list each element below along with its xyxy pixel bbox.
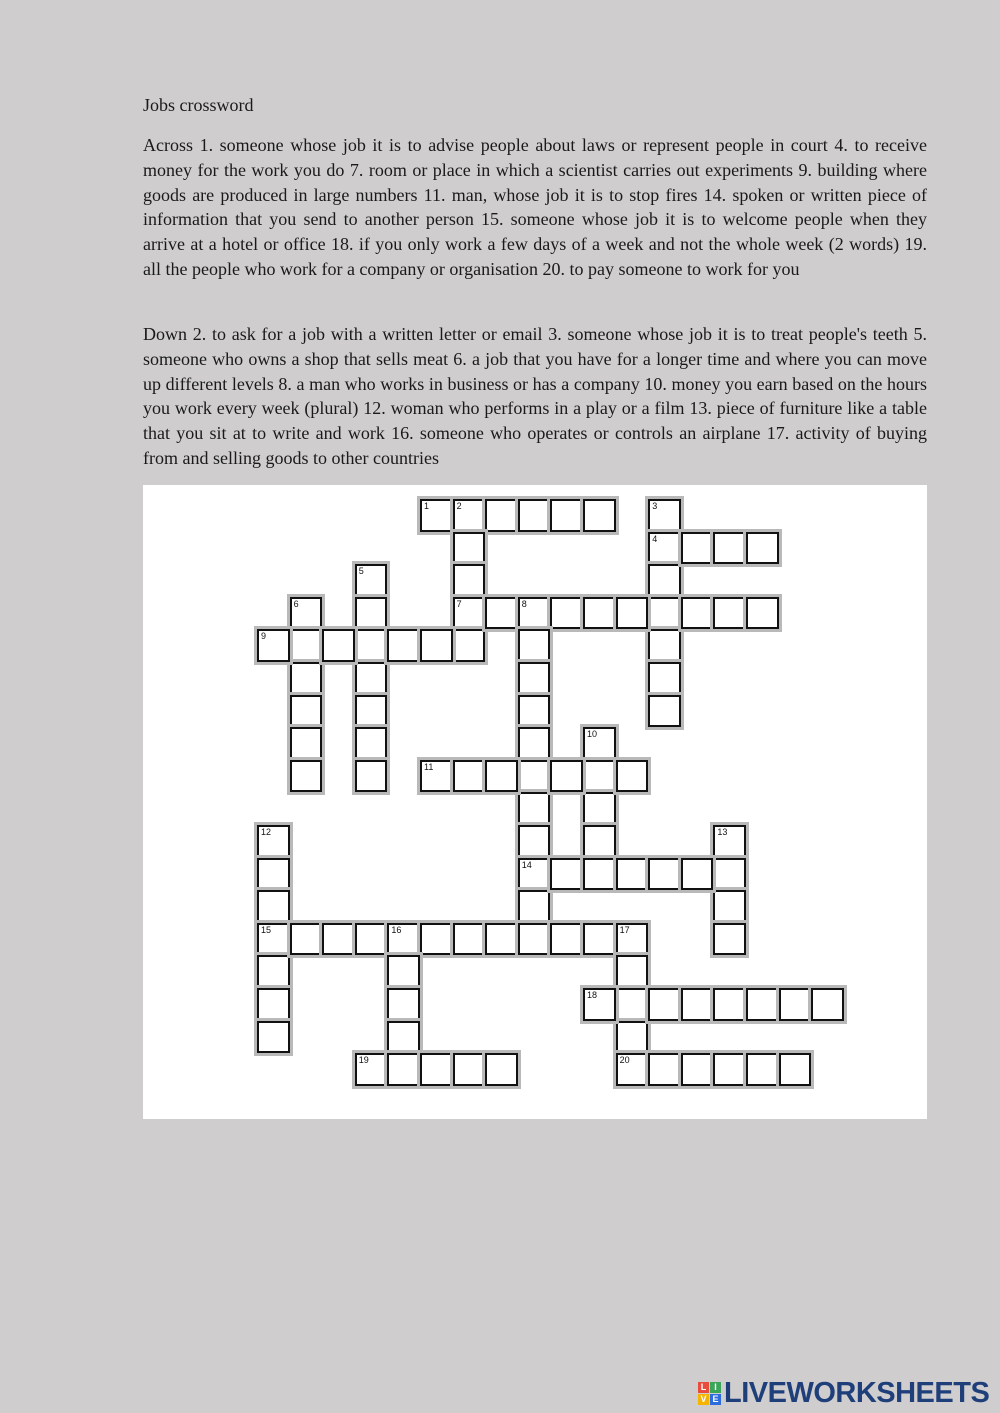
- clue-number: 18: [587, 990, 598, 1000]
- crossword-cell[interactable]: [518, 858, 551, 891]
- crossword-cell[interactable]: [355, 727, 388, 760]
- crossword-cell[interactable]: [746, 1053, 779, 1086]
- crossword-cell[interactable]: [583, 499, 616, 532]
- crossword-cell[interactable]: [616, 597, 649, 630]
- crossword-cell[interactable]: [550, 760, 583, 793]
- crossword-cell[interactable]: [453, 760, 486, 793]
- crossword-cell[interactable]: [713, 923, 746, 956]
- crossword-cell[interactable]: [290, 760, 323, 793]
- crossword-cell[interactable]: [746, 988, 779, 1021]
- crossword-cell[interactable]: [518, 695, 551, 728]
- crossword-cell[interactable]: [322, 629, 355, 662]
- crossword-cell[interactable]: [713, 825, 746, 858]
- clue-number: 12: [261, 827, 272, 837]
- crossword-cell[interactable]: [648, 564, 681, 597]
- crossword-cell[interactable]: [648, 597, 681, 630]
- crossword-cell[interactable]: [453, 629, 486, 662]
- crossword-cell[interactable]: [257, 825, 290, 858]
- crossword-cell[interactable]: [290, 695, 323, 728]
- crossword-cell[interactable]: [355, 923, 388, 956]
- crossword-cell[interactable]: [648, 695, 681, 728]
- crossword-cell[interactable]: [779, 1053, 812, 1086]
- clue-number: 5: [358, 566, 364, 577]
- crossword-cell[interactable]: [453, 1053, 486, 1086]
- crossword-cell[interactable]: [420, 629, 453, 662]
- crossword-cell[interactable]: [550, 499, 583, 532]
- crossword-cell[interactable]: [485, 760, 518, 793]
- crossword-cell[interactable]: [583, 727, 616, 760]
- crossword-cell[interactable]: [648, 988, 681, 1021]
- crossword-cell[interactable]: [550, 858, 583, 891]
- crossword-cell[interactable]: [257, 955, 290, 988]
- crossword-cell[interactable]: [518, 597, 551, 630]
- crossword-cell[interactable]: [583, 760, 616, 793]
- crossword-cell[interactable]: [583, 923, 616, 956]
- crossword-cell[interactable]: [453, 923, 486, 956]
- crossword-cell[interactable]: [681, 532, 714, 565]
- crossword-cell[interactable]: [648, 1053, 681, 1086]
- crossword-cell[interactable]: [518, 890, 551, 923]
- crossword-cell[interactable]: [583, 597, 616, 630]
- crossword-cell[interactable]: [648, 629, 681, 662]
- crossword-cell[interactable]: [485, 597, 518, 630]
- clue-number: 8: [521, 598, 527, 609]
- crossword-cell[interactable]: [387, 1021, 420, 1054]
- crossword-cell[interactable]: [420, 923, 453, 956]
- crossword-cell[interactable]: [681, 988, 714, 1021]
- crossword-cell[interactable]: [583, 988, 616, 1021]
- crossword-cell[interactable]: [355, 760, 388, 793]
- crossword-cell[interactable]: [518, 923, 551, 956]
- crossword-cell[interactable]: [746, 532, 779, 565]
- crossword-cell[interactable]: [648, 662, 681, 695]
- crossword-cell[interactable]: [746, 597, 779, 630]
- crossword-cell[interactable]: [290, 727, 323, 760]
- logo-icon-letter: V: [698, 1394, 709, 1405]
- crossword-cell[interactable]: [518, 760, 551, 793]
- crossword-cell[interactable]: [453, 597, 486, 630]
- clue-number: 4: [652, 533, 658, 544]
- crossword-cell[interactable]: [485, 499, 518, 532]
- crossword-cell[interactable]: [485, 923, 518, 956]
- clue-number: 13: [717, 827, 728, 837]
- crossword-cell[interactable]: [713, 532, 746, 565]
- crossword-cell[interactable]: [257, 1021, 290, 1054]
- crossword-cell[interactable]: [355, 695, 388, 728]
- clue-number: 19: [358, 1055, 369, 1066]
- crossword-cell[interactable]: [713, 890, 746, 923]
- clue-number: 6: [293, 598, 299, 609]
- crossword-cell[interactable]: [257, 923, 290, 956]
- crossword-cell[interactable]: [550, 597, 583, 630]
- crossword-cell[interactable]: [420, 760, 453, 793]
- crossword-cell[interactable]: [713, 597, 746, 630]
- crossword-cell[interactable]: [811, 988, 844, 1021]
- crossword-cell[interactable]: [387, 988, 420, 1021]
- crossword-cell[interactable]: [290, 923, 323, 956]
- clue-number: 14: [521, 859, 532, 870]
- crossword-cell[interactable]: [616, 858, 649, 891]
- clue-number: 20: [619, 1055, 630, 1066]
- crossword-cell[interactable]: [648, 532, 681, 565]
- crossword-cell[interactable]: [355, 629, 388, 662]
- crossword-cell[interactable]: [453, 564, 486, 597]
- crossword-cell[interactable]: [485, 1053, 518, 1086]
- crossword-cell[interactable]: [387, 1053, 420, 1086]
- crossword-cell[interactable]: [779, 988, 812, 1021]
- crossword-cell[interactable]: [355, 597, 388, 630]
- crossword-cell[interactable]: [387, 923, 420, 956]
- crossword-cell[interactable]: [257, 890, 290, 923]
- logo-icon: [698, 1382, 721, 1405]
- crossword-cell[interactable]: [355, 564, 388, 597]
- crossword-cell[interactable]: [257, 988, 290, 1021]
- crossword-cell[interactable]: [583, 792, 616, 825]
- crossword-cell[interactable]: [616, 923, 649, 956]
- crossword-cell[interactable]: [518, 792, 551, 825]
- worksheet-title: Jobs crossword: [143, 95, 254, 115]
- crossword-cell[interactable]: [681, 858, 714, 891]
- crossword-cell[interactable]: [355, 662, 388, 695]
- liveworksheets-logo: [698, 1375, 989, 1411]
- crossword-cell[interactable]: [420, 499, 453, 532]
- across-clues: Across 1. someone whose job it is to advise people about laws or represent people in court 4. to receive money for the work you do 7. room or place in which a scientist carries out experiments 9. building where goods are produced in large numbers 11. man, whose job it is to stop fires 14. spoken or written piece of information that you send to another person 15. someone whose job it is to welcome people when they arrive at a hotel or office 18. if you only work a few days of a week and not the whole week (2 words) 19. all the people who work for a company or organisation 20. to pay someone to work for you: [143, 135, 927, 279]
- crossword-cell[interactable]: [550, 923, 583, 956]
- logo-icon-letter: E: [710, 1394, 721, 1405]
- crossword-cell[interactable]: [257, 858, 290, 891]
- crossword-cell[interactable]: [420, 1053, 453, 1086]
- down-clues: Down 2. to ask for a job with a written letter or email 3. someone whose job it is to treat people's teeth 5. someone who owns a shop that sells meat 6. a job that you have for a longer time and where you can move up different levels 8. a man who works in business or has a company 10. money you earn based on the hours you work every week (plural) 12. woman who performs in a play or a film 13. piece of furniture like a table that you sit at to write and work 16. someone who operates or controls an airplane 17. activity of buying from and selling goods to other countries: [143, 324, 927, 468]
- clue-number: 9: [261, 631, 267, 642]
- crossword-cell[interactable]: [583, 825, 616, 858]
- crossword-cell[interactable]: [518, 825, 551, 858]
- crossword-cell[interactable]: [387, 955, 420, 988]
- logo-icon-letter: L: [698, 1382, 709, 1393]
- crossword-grid: [143, 485, 927, 1119]
- clue-number: 16: [391, 924, 402, 935]
- crossword-cell[interactable]: [518, 629, 551, 662]
- crossword-cell[interactable]: [713, 988, 746, 1021]
- logo-text: LIVEWORKSHEETS: [724, 1376, 990, 1409]
- crossword-cell[interactable]: [322, 923, 355, 956]
- crossword-cell[interactable]: [616, 1021, 649, 1054]
- clue-number: 2: [456, 501, 462, 511]
- clue-number: 7: [456, 598, 462, 609]
- crossword-cell[interactable]: [648, 499, 681, 532]
- crossword-cell[interactable]: [681, 1053, 714, 1086]
- clue-number: 11: [424, 761, 434, 772]
- crossword-cell[interactable]: [713, 1053, 746, 1086]
- crossword-cell[interactable]: [290, 597, 323, 630]
- clue-number: 1: [424, 501, 430, 511]
- logo-icon-letter: I: [710, 1382, 721, 1393]
- crossword-cell[interactable]: [355, 1053, 388, 1086]
- crossword-cell[interactable]: [648, 858, 681, 891]
- crossword-cell[interactable]: [616, 955, 649, 988]
- clue-number: 17: [619, 924, 630, 935]
- crossword-cell[interactable]: [616, 988, 649, 1021]
- crossword-cell[interactable]: [518, 499, 551, 532]
- crossword-cell[interactable]: [616, 760, 649, 793]
- crossword-cell[interactable]: [453, 532, 486, 565]
- crossword-cell[interactable]: [616, 1053, 649, 1086]
- clue-number: 15: [261, 924, 272, 935]
- crossword-cell[interactable]: [387, 629, 420, 662]
- crossword-cell[interactable]: [518, 662, 551, 695]
- crossword-cell[interactable]: [257, 629, 290, 662]
- crossword-cell[interactable]: [453, 499, 486, 532]
- crossword-cell[interactable]: [518, 727, 551, 760]
- clue-number: 10: [587, 729, 598, 740]
- crossword-cell[interactable]: [713, 858, 746, 891]
- crossword-cell[interactable]: [290, 629, 323, 662]
- crossword-cell[interactable]: [681, 597, 714, 630]
- clue-number: 3: [652, 501, 658, 511]
- crossword-cell[interactable]: [583, 858, 616, 891]
- crossword-cell[interactable]: [290, 662, 323, 695]
